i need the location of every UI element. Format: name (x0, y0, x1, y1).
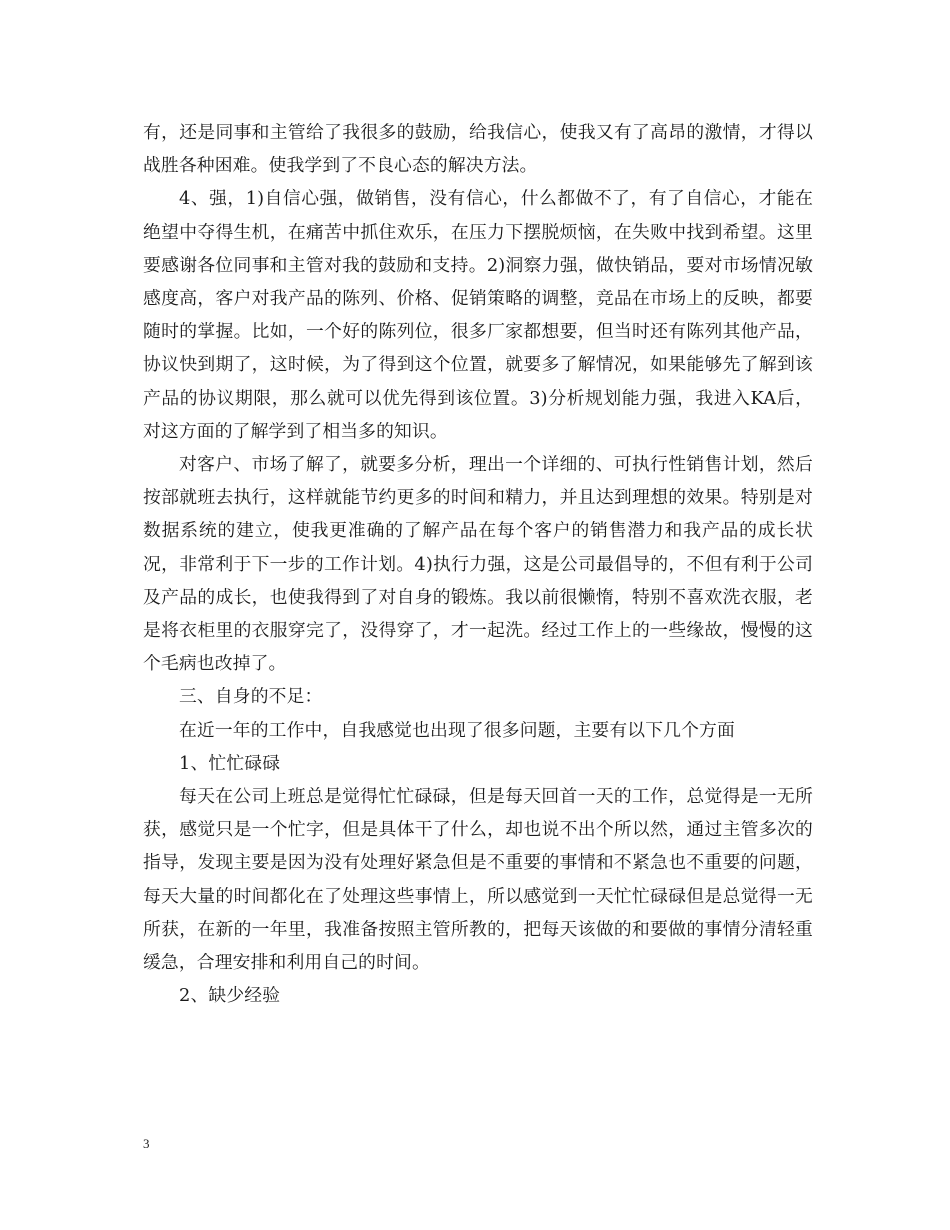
page-number: 3 (143, 1136, 150, 1151)
paragraph: 有，还是同事和主管给了我很多的鼓励，给我信心，使我又有了高昂的激情，才得以战胜各种困难。使我学到了不良心态的解决方法。 (143, 122, 813, 177)
paragraph: 在近一年的工作中，自我感觉也出现了很多问题，主要有以下几个方面 (179, 719, 735, 741)
paragraph: 每天在公司上班总是觉得忙忙碌碌，但是每天回首一天的工作，总觉得是一无所获，感觉只是一个忙字，但是具体干了什么，却也说不出个所以然，通过主管多次的指导，发现主要是因为没有处理好紧急但是不重要的事情和不紧急也不重要的问题，每天大量的时间都化在了处理这些事情上，所以感觉到一天忙忙碌碌但是总觉得一无所获，在新的一年里，我准备按照主管所教的，把每天该做的和要做的事情分清轻重缓急，合理安排和利用自己的时间。 (143, 786, 813, 974)
paragraph: 对客户、市场了解了，就要多分析，理出一个详细的、可执行性销售计划，然后按部就班去执行，这样就能节约更多的时间和精力，并且达到理想的效果。特别是对数据系统的建立，使我更准确的了解产品在每个客户的销售潜力和我产品的成长状况，非常利于下一步的工作计划。4)执行力强，这是公司最倡导的，不但有利于公司及产品的成长，也使我得到了对自身的锻炼。我以前很懒惰，特别不喜欢洗衣服，老是将衣柜里的衣服穿完了，没得穿了，才一起洗。经过工作上的一些缘故，慢慢的这个毛病也改掉了。 (143, 454, 813, 675)
section-heading: 三、自身的不足： (179, 686, 323, 708)
paragraph: 4、强，1)自信心强，做销售，没有信心，什么都做不了，有了自信心，才能在绝望中夺得生机，在痛苦中抓住欢乐，在压力下摆脱烦恼，在失败中找到希望。这里要感谢各位同事和主管对我的鼓励和支持。2)洞察力强，做快销品，要对市场情况敏感度高，客户对我产品的陈列、价格、促销策略的调整，竞品在市场上的反映，都要随时的掌握。比如，一个好的陈列位，很多厂家都想要，但当时还有陈列其他产品，协议快到期了，这时候，为了得到这个位置，就要多了解情况，如果能够先了解到该产品的协议期限，那么就可以优先得到该位置。3)分析规划能力强，我进入KA后，对这方面的了解学到了相当多的知识。 (143, 188, 813, 442)
list-heading: 2、缺少经验 (179, 985, 281, 1007)
list-heading: 1、忙忙碌碌 (179, 752, 281, 774)
body-text (143, 116, 813, 1012)
